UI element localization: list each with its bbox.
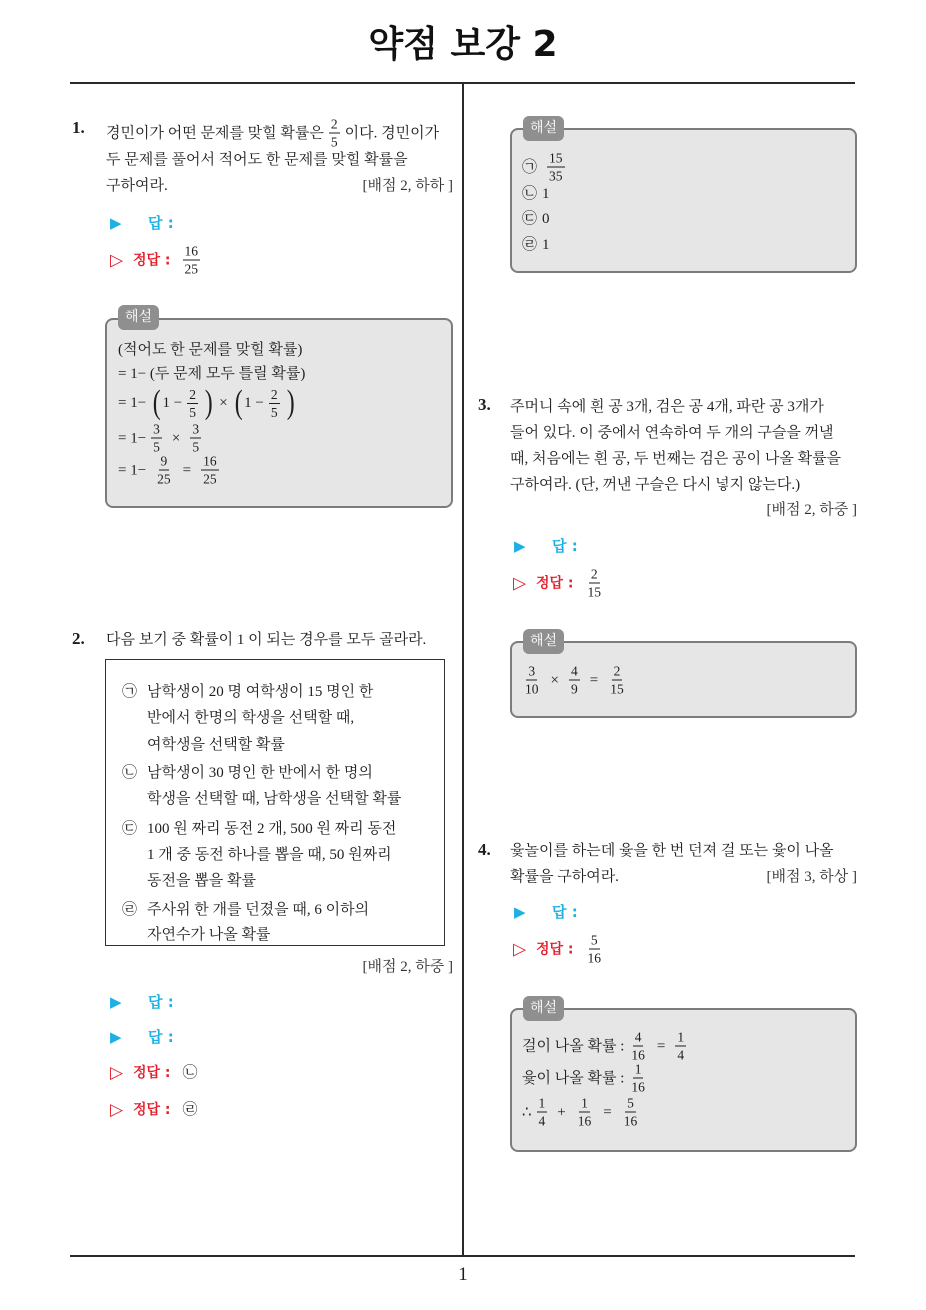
fraction <box>675 1030 686 1063</box>
choice-text: 동전을 뽑을 확률 <box>147 873 256 889</box>
bottom-divider <box>70 1255 855 1257</box>
fraction <box>201 454 219 487</box>
choice-text: 주사위 한 개를 던졌을 때, 6 이하의 <box>147 902 370 918</box>
denominator: 5 <box>153 439 160 455</box>
open-paren: ( <box>152 384 161 421</box>
correct-label: 정답 : <box>536 575 574 591</box>
numerator: 1 <box>677 1029 685 1045</box>
denominator: 4 <box>677 1047 685 1063</box>
choice-text: 자연수가 나올 확률 <box>147 927 271 943</box>
numerator: 16 <box>203 453 217 469</box>
correct-label: 정답 : <box>536 941 574 957</box>
fraction <box>151 422 162 455</box>
solution-tab: 해설 <box>523 629 564 654</box>
therefore-symbol: ∴ <box>522 1104 532 1120</box>
fraction <box>576 1096 594 1129</box>
open-paren: ( <box>234 384 243 421</box>
numerator: 2 <box>270 386 278 402</box>
choice-marker: ㉠ <box>122 684 138 700</box>
solution-line <box>522 184 550 204</box>
answer-marker-icon: ▶ <box>110 214 122 232</box>
close-paren: ) <box>286 384 295 421</box>
solution-line <box>522 1062 652 1095</box>
denominator: 16 <box>631 1079 645 1095</box>
denominator: 15 <box>587 584 602 600</box>
denominator: 4 <box>538 1113 546 1129</box>
choice-item <box>122 900 369 920</box>
solution-line <box>118 385 296 421</box>
stem-text: 경민이가 어떤 문제를 맞힐 확률은 <box>106 125 324 141</box>
expr-lead: 1 − <box>244 395 264 411</box>
denominator: 5 <box>270 404 278 420</box>
correct-answer-fraction <box>183 244 201 277</box>
answer-marker-icon: ▶ <box>514 537 526 555</box>
fraction <box>269 387 280 420</box>
numerator: 2 <box>330 116 338 132</box>
choice-marker: ㉡ <box>522 186 538 202</box>
solution-tab: 해설 <box>118 305 159 330</box>
problem-3-stem-line: 구하여라. (단, 꺼낸 구슬은 다시 넣지 않는다.) <box>510 477 801 493</box>
solution-text: 윷이 나올 확률 : <box>522 1070 625 1086</box>
problem-1-stem-line-1 <box>106 117 439 150</box>
problem-4-number: 4. <box>478 840 491 859</box>
denominator: 16 <box>587 950 602 966</box>
problem-1-number: 1. <box>72 118 85 137</box>
answer-marker-icon: ▶ <box>514 903 526 921</box>
operator: × <box>171 430 181 446</box>
choice-marker: ㉡ <box>122 765 138 781</box>
solution-line <box>522 151 570 184</box>
operator: = <box>182 462 192 478</box>
choice-marker: ㉠ <box>522 159 538 175</box>
choice-text: 100 원 짜리 동전 2 개, 500 원 짜리 동전 <box>147 821 397 837</box>
problem-3-answer-row <box>514 536 578 556</box>
choice-item <box>122 682 373 702</box>
problem-3-stem-line: 주머니 속에 흰 공 3개, 검은 공 4개, 파란 공 3개가 <box>510 399 824 415</box>
problem-2-number: 2. <box>72 629 85 648</box>
denominator: 15 <box>610 681 624 697</box>
page-title: 약점 보강 2 <box>368 24 558 65</box>
correct-answer-fraction <box>586 567 604 600</box>
choice-text: 남학생이 30 명인 한 반에서 한 명의 <box>147 765 373 781</box>
solution-line <box>118 422 206 455</box>
denominator: 16 <box>577 1113 592 1129</box>
fraction <box>155 454 173 487</box>
numerator: 1 <box>634 1061 642 1077</box>
answer-label: 답 : <box>148 1028 174 1046</box>
operator: = <box>603 1104 612 1120</box>
fraction <box>608 664 626 697</box>
correct-label: 정답 : <box>133 252 171 268</box>
problem-2-stem: 다음 보기 중 확률이 1 이 되는 경우를 모두 골라라. <box>106 632 427 648</box>
fraction <box>629 1062 647 1095</box>
expr-prefix: = 1− <box>118 462 147 478</box>
fraction <box>547 151 565 184</box>
denominator: 10 <box>525 681 539 697</box>
numerator: 5 <box>627 1095 634 1111</box>
problem-2-answer-row <box>110 992 174 1012</box>
correct-label: 정답 : <box>133 1102 171 1118</box>
page-number: 1 <box>458 1264 468 1285</box>
operator: = <box>656 1038 666 1054</box>
answer-label: 답 : <box>148 214 174 232</box>
denominator: 16 <box>631 1047 645 1063</box>
problem-3-number: 3. <box>478 395 491 414</box>
solution-line <box>118 454 224 487</box>
denominator: 25 <box>184 261 199 277</box>
choice-text: 남학생이 20 명 여학생이 15 명인 한 <box>147 684 374 700</box>
expr-prefix: = 1− <box>118 430 147 446</box>
denominator: 5 <box>189 404 196 420</box>
solution-line: (적어도 한 문제를 맞힐 확률) <box>118 342 303 358</box>
answer-label: 답 : <box>552 537 578 555</box>
fraction <box>187 387 198 420</box>
numerator: 9 <box>160 453 168 469</box>
numerator: 2 <box>189 386 196 402</box>
problem-1-answer-row <box>110 213 174 233</box>
fraction <box>523 664 541 697</box>
numerator: 5 <box>590 932 598 948</box>
problem-2-correct-row <box>110 1100 198 1120</box>
choice-marker: ㉢ <box>522 211 538 227</box>
denominator: 5 <box>330 134 338 150</box>
numerator: 2 <box>613 663 621 679</box>
correct-answer-fraction <box>586 933 604 966</box>
solution-value: 0 <box>542 211 550 227</box>
choice-marker: ㉢ <box>122 821 138 837</box>
correct-marker-icon: ▷ <box>110 250 124 270</box>
choice-text: 학생을 선택할 때, 남학생을 선택할 확률 <box>147 791 402 807</box>
problem-4-stem-line: 확률을 구하여라. <box>510 869 619 885</box>
problem-3-score: [배점 2, 하중 ] <box>766 502 857 518</box>
choice-item <box>122 819 396 839</box>
choice-text: 여학생을 선택할 확률 <box>147 737 285 753</box>
operator: + <box>557 1104 566 1120</box>
problem-1-stem-line-3: 구하여라. <box>106 178 168 194</box>
numerator: 1 <box>581 1095 588 1111</box>
choice-marker: ㉣ <box>122 902 138 918</box>
solution-value: 1 <box>542 186 550 202</box>
fraction <box>537 1096 548 1129</box>
stem-text: 이다. 경민이가 <box>344 125 440 141</box>
problem-2-correct-row <box>110 1063 198 1083</box>
denominator: 16 <box>623 1113 638 1129</box>
correct-marker-icon: ▷ <box>110 1100 124 1120</box>
fraction <box>569 664 580 697</box>
solution-tab: 해설 <box>523 116 564 141</box>
choice-item <box>122 763 373 783</box>
numerator: 3 <box>153 421 160 437</box>
problem-1-correct-row <box>110 244 205 277</box>
numerator: 1 <box>538 1095 546 1111</box>
denominator: 25 <box>203 471 217 487</box>
problem-3-stem-line: 들어 있다. 이 중에서 연속하여 두 개의 구슬을 꺼낼 <box>510 425 834 441</box>
denominator: 35 <box>549 168 563 184</box>
correct-marker-icon: ▷ <box>110 1063 124 1083</box>
problem-4-score: [배점 3, 하상 ] <box>766 869 857 885</box>
fraction <box>190 422 201 455</box>
denominator: 5 <box>192 439 200 455</box>
operator: × <box>219 395 228 411</box>
correct-marker-icon: ▷ <box>513 573 527 593</box>
solution-value: 1 <box>542 237 550 253</box>
problem-4-stem-line: 윷놀이를 하는데 윷을 한 번 던져 걸 또는 윷이 나올 <box>510 843 834 859</box>
problem-3-correct-row <box>513 567 608 600</box>
fraction <box>622 1096 640 1129</box>
problem-2-score: [배점 2, 하중 ] <box>362 959 453 975</box>
correct-answer-value: ㉡ <box>182 1065 198 1081</box>
fraction <box>629 1030 647 1063</box>
numerator: 3 <box>528 663 536 679</box>
answer-label: 답 : <box>148 993 174 1011</box>
column-divider <box>462 83 464 1256</box>
correct-marker-icon: ▷ <box>513 939 527 959</box>
fraction <box>329 117 340 150</box>
correct-answer-value: ㉣ <box>182 1102 198 1118</box>
answer-label: 답 : <box>552 903 578 921</box>
denominator: 25 <box>157 471 171 487</box>
numerator: 4 <box>634 1029 642 1045</box>
solution-tab: 해설 <box>523 996 564 1021</box>
problem-1-stem-line-2: 두 문제를 풀어서 적어도 한 문제를 맞힐 확률을 <box>106 152 408 168</box>
numerator: 16 <box>184 243 199 259</box>
choice-marker: ㉣ <box>522 237 538 253</box>
numerator: 2 <box>590 566 598 582</box>
solution-line <box>522 209 550 229</box>
numerator: 4 <box>570 663 578 679</box>
problem-4-answer-row <box>514 902 578 922</box>
solution-line <box>522 1030 691 1063</box>
denominator: 9 <box>570 681 578 697</box>
answer-marker-icon: ▶ <box>110 1028 122 1046</box>
solution-text: 걸이 나올 확률 : <box>522 1038 625 1054</box>
close-paren: ) <box>204 384 213 421</box>
expr-lead: 1 − <box>162 395 183 411</box>
solution-line <box>518 664 631 697</box>
solution-line: = 1− (두 문제 모두 틀릴 확률) <box>118 366 306 382</box>
choice-text: 1 개 중 동전 하나를 뽑을 때, 50 원짜리 <box>147 847 392 863</box>
expr-prefix: = 1− <box>118 395 147 411</box>
problem-4-correct-row <box>513 933 608 966</box>
choice-text: 반에서 한명의 학생을 선택할 때, <box>147 710 355 726</box>
problem-1-score: [배점 2, 하하 ] <box>362 178 453 194</box>
numerator: 3 <box>192 421 200 437</box>
answer-marker-icon: ▶ <box>110 993 122 1011</box>
solution-line <box>522 1096 644 1129</box>
operator: × <box>550 672 559 688</box>
numerator: 15 <box>549 150 563 166</box>
solution-line <box>522 235 550 255</box>
problem-2-answer-row <box>110 1027 174 1047</box>
problem-3-stem-line: 때, 처음에는 흰 공, 두 번째는 검은 공이 나올 확률을 <box>510 451 842 467</box>
operator: = <box>589 672 599 688</box>
correct-label: 정답 : <box>133 1065 171 1081</box>
